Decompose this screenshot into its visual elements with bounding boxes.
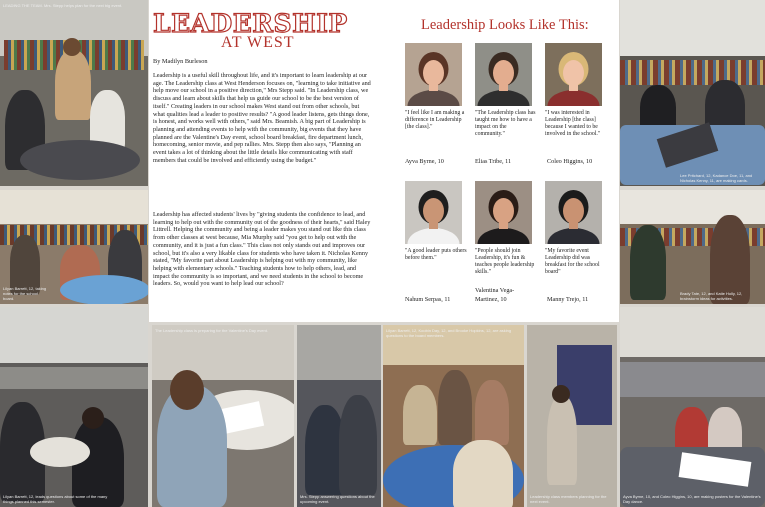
photo-mid-left <box>0 190 148 304</box>
portrait-face <box>423 198 444 224</box>
portrait-photo <box>475 181 532 244</box>
portrait-1 <box>405 43 462 106</box>
profile-card <box>545 181 607 276</box>
profile-name: Elias Tribe, 11 <box>475 158 512 165</box>
portrait-neck <box>429 221 438 229</box>
portrait-photo <box>475 43 532 106</box>
photo-bottom-left <box>0 307 148 507</box>
photo-caption: LEADING THE TEAM. Mrs. Stepp helps plan for the next big event. <box>3 3 123 8</box>
article-paragraph: Leadership is a useful skill throughout life, and it's important to learn leadership at our age. The Leadership class at West Henderson focuses on, "learning to take initiative and help move our school in a positive direction," Mrs Stepp said. "In Leadership class, we discuss and learn about skills that help us guide our school to be the best version of itself." Creating leaders in our school makes West stand out from other schools, but what qualities lead a leader to positive results? "A good leader listens, gets things done, is honest, and works well with others," said Mrs. Beamish. A big part of Leadership is planning and attending events to help with the community, big events that they have planned are the Valentine's Day event, school board breakfast, fire department lunch, homecoming, senior movie, and pep rallies. Mrs. Stepp then also says, "Planning an event takes a lot of thinking about the little details like communicating with staff members that could be involved and efficiently using the budget." <box>153 72 371 164</box>
portrait-photo <box>405 181 462 244</box>
photo-caption: Lilyan Barrett, 12, leads questions about some of the many things planned this semester. <box>3 494 108 504</box>
portrait-6 <box>545 181 602 244</box>
profile-quote: "I was interested in Leadership [the class] because I wanted to be involved in the school." <box>545 110 601 137</box>
portrait-photo <box>545 43 602 106</box>
portrait-3 <box>545 43 602 106</box>
teacher-figure <box>55 50 91 120</box>
ceiling <box>620 307 765 357</box>
byline: By Madilyn Burleson <box>153 58 208 65</box>
photo-bottom-right <box>620 307 765 507</box>
photo-caption: Lilyan Barrett, 12, taking notes for the school board. <box>3 286 47 301</box>
student-figure <box>339 395 377 495</box>
portrait-face <box>563 60 584 86</box>
photo-caption: Lee Pritchard, 12, Kadance Doe, 11, and Nicholas Kenny, 11, are making cards. <box>680 173 753 183</box>
portrait-photo <box>405 43 462 106</box>
sidebar-title: Leadership Looks Like This: <box>421 17 589 33</box>
table <box>60 275 148 304</box>
photo-caption: The Leadership class is preparing for the Valentine's Day event. <box>155 328 268 333</box>
ceiling <box>0 307 148 363</box>
portrait-photo <box>545 181 602 244</box>
profile-name: Manny Trejo, 11 <box>547 296 589 303</box>
portrait-face <box>423 60 444 86</box>
photo-caption: Ayva Byrne, 10, and Coleo Higgins, 10, are making posters for the Valentine's Day dance. <box>623 494 761 504</box>
table <box>20 140 140 180</box>
photo-caption: Brady Tate, 12, and Katie Holly, 12, brainstorm ideas for activities. <box>680 291 743 301</box>
profile-name: Coleo Higgins, 10 <box>547 158 593 165</box>
photo-bottom-mid-3 <box>383 325 524 507</box>
portrait-2 <box>475 43 532 106</box>
wall <box>0 367 148 389</box>
ceiling <box>620 190 765 224</box>
profile-quote: "I feel like I am making a difference in Leadership [the class]." <box>405 110 465 130</box>
photo-caption: Lilyan Barrett, 12, Koobin Day, 12, and Brooke Hopkins, 12, are asking questions to the board members. <box>386 328 512 338</box>
teacher-head <box>63 38 81 56</box>
photo-caption: Mrs. Stepp answering questions about the upcoming event. <box>300 494 375 504</box>
portrait-face <box>493 198 514 224</box>
profile-name: Valentina Vega-Martinez, 10 <box>475 287 515 303</box>
portrait-face <box>493 60 514 86</box>
photo-top-left <box>0 0 148 186</box>
photo-top-right <box>620 0 765 186</box>
portrait-neck <box>569 83 578 91</box>
profile-quote: "The Leadership class has taught me how to have a impact on the community." <box>475 110 536 137</box>
profile-name: Nahum Serpas, 11 <box>405 296 451 303</box>
wall <box>620 362 765 397</box>
student-figure <box>403 385 437 445</box>
profile-card <box>475 181 537 276</box>
profile-quote: "People should join Leadership, it's fun & teaches people leadership skills." <box>475 248 535 275</box>
ceiling <box>620 0 765 56</box>
ceiling <box>0 190 148 224</box>
table <box>30 437 90 467</box>
photo-bottom-mid-1 <box>152 325 294 507</box>
student-head <box>552 385 570 403</box>
profile-quote: "A good leader puts others before them." <box>405 248 467 261</box>
article-paragraph: Leadership has affected students' lives by "giving students the confidence to lead, and learning to help out with the community out of the goodness of their hearts," said Haley Littrell. Helping the community and being a leader makes you stand out like this class from other classes at west because, Mia Murphy said "you get to help out with the community, and it is just a fun class." This class not only stands out and improves our school, but it's also a very likable class for students who have taken it. Nicholas Kenny stated, "My favorite part about Leadership is helping out with my community, like helping with elementary schools." Teaching students how to help others, lead, and impact the community is so important, and we need students in the school to become leaders. So, would you want to help lead our school? <box>153 211 371 288</box>
student-figure <box>547 395 577 485</box>
profile-card <box>475 43 537 138</box>
profile-card <box>405 43 467 131</box>
photo-bottom-mid-2 <box>297 325 381 507</box>
student-figure <box>438 370 472 445</box>
photo-mid-right <box>620 190 765 304</box>
portrait-4 <box>405 181 462 244</box>
portrait-neck <box>499 83 508 91</box>
article-panel <box>149 0 619 322</box>
headline: LEADERSHIP <box>153 9 348 38</box>
student-figure <box>475 380 509 445</box>
portrait-5 <box>475 181 532 244</box>
student-figure <box>630 225 666 300</box>
photo-bottom-mid-4 <box>527 325 617 507</box>
portrait-neck <box>499 221 508 229</box>
headline-subtitle: AT WEST <box>221 34 295 51</box>
ceiling <box>297 325 381 380</box>
profile-quote: "My favorite event Leadership did was breakfast for the school board" <box>545 248 600 275</box>
portrait-neck <box>429 83 438 91</box>
portrait-face <box>563 198 584 224</box>
profile-card <box>545 43 607 138</box>
bookshelf <box>620 60 765 85</box>
portrait-neck <box>569 221 578 229</box>
student-head <box>170 370 204 410</box>
student-head <box>82 407 104 429</box>
student-figure <box>453 440 513 507</box>
photo-caption: Leadership class members planning for the next event. <box>530 494 607 504</box>
ceiling <box>152 325 294 380</box>
profile-name: Ayva Byrne, 10 <box>405 158 444 165</box>
profile-card <box>405 181 467 262</box>
